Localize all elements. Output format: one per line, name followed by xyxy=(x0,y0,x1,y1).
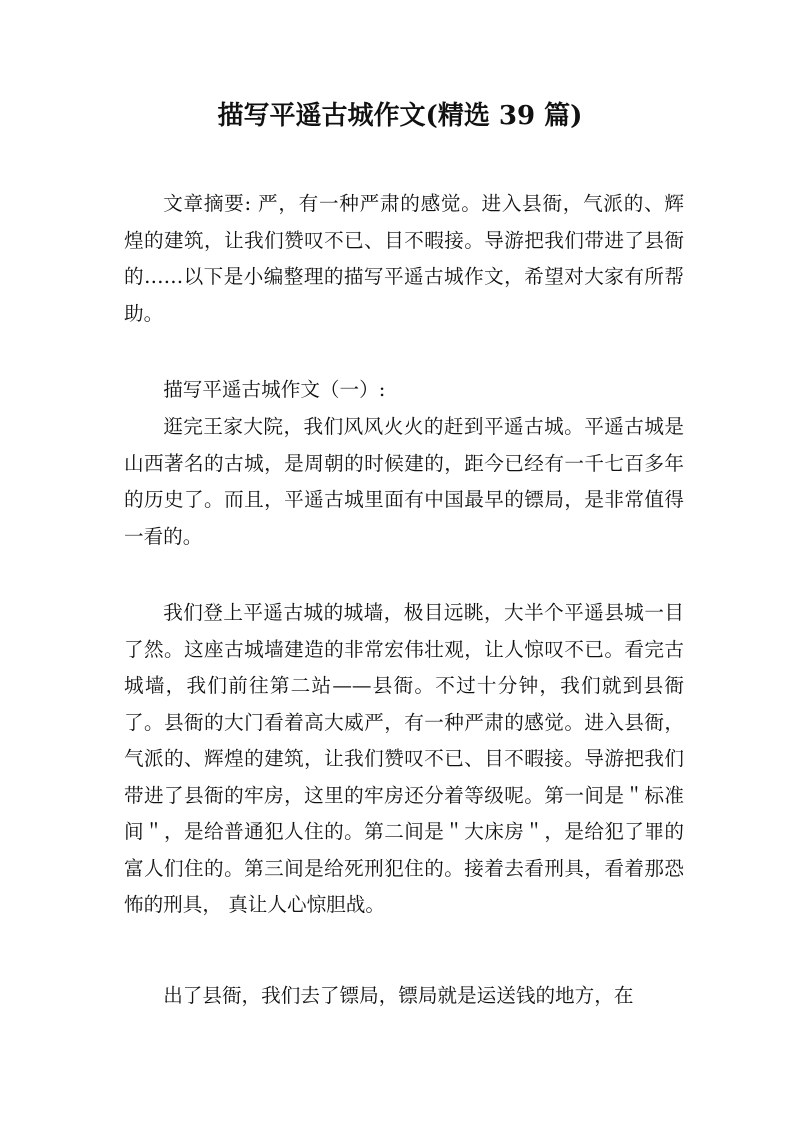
section-heading: 描写平遥古城作文（一）: xyxy=(163,378,386,401)
body-paragraph-1: 逛完王家大院，我们风风火火的赶到平遥古城。平遥古城是山西著名的古城，是周朝的时候建的，距今已经有一千七百多年的历史了。而且，平遥古城里面有中国最早的镖局，是非常值得一看的。 xyxy=(124,415,684,548)
document-title: 描写平遥古城作文(精选 39 篇) xyxy=(217,101,583,131)
body-paragraph-2: 我们登上平遥古城的城墙，极目远眺，大半个平遥县城一目了然。这座古城墙建造的非常宏伟壮观，让人惊叹不已。看完古城墙，我们前往第二站——县衙。不过十分钟，我们就到县衙了。县衙的大门看着高大威严，有一种严肃的感觉。进入县衙，气派的、辉煌的建筑，让我们赞叹不已、目不暇接。导游把我们带进了县衙的牢房，这里的牢房还分着等级呢。第一间是＂标准间＂，是给普通犯人住的。第二间是＂大床房＂，是给犯了罪的富人们住的。第三间是给死刑犯住的。接着去看刑具，看着那恐怖的刑具， 真让人心惊胆战。 xyxy=(124,601,684,916)
summary-paragraph: 文章摘要: 严，有一种严肃的感觉。进入县衙，气派的、辉煌的建筑，让我们赞叹不已、目不暇接。导游把我们带进了县衙的……以下是小编整理的描写平遥古城作文，希望对大家有所帮助。 xyxy=(124,192,684,325)
body-paragraph-3: 出了县衙，我们去了镖局，镖局就是运送钱的地方，在 xyxy=(163,984,634,1007)
